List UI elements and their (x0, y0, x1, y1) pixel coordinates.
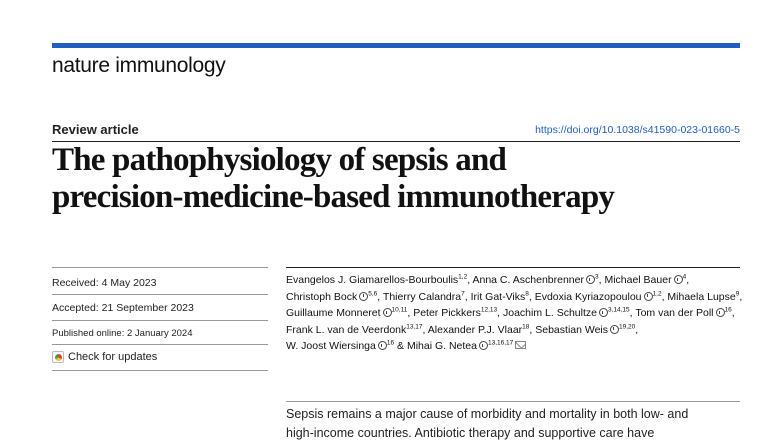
author-name[interactable] (635, 307, 731, 319)
meta-divider (52, 344, 268, 345)
received-date: Received: 4 May 2023 (52, 277, 157, 289)
author-name-text: Thierry Calandra (382, 290, 462, 303)
author-name-text: Mihai G. Netea (406, 340, 477, 352)
author-name-text: Mihaela Lupse (667, 290, 736, 303)
author-name-text: Anna C. Aschenbrenner (472, 274, 584, 286)
author-affiliation: 18 (522, 323, 530, 330)
abstract-line-2: high-income countries. Antibiotic therapy and supportive care have (286, 426, 655, 440)
mail-icon[interactable] (515, 341, 526, 349)
published-date: Published online: 2 January 2024 (52, 328, 193, 339)
abstract-divider (286, 401, 740, 402)
author-name-text: Michael Bauer (604, 274, 672, 286)
authors-divider (286, 267, 740, 268)
author-affiliation: 16 (386, 339, 395, 347)
author-affiliation: 3 (594, 273, 599, 281)
author-affiliation: 13,16,17 (487, 339, 514, 347)
author-name[interactable] (535, 324, 635, 336)
author-affiliation: 4 (682, 273, 687, 281)
author-list: Evangelos J. Giamarellos-Bourboulis$^{1,2}$, Anna C. Aschenbrenner $^3$, Michael Bauer $^4$, Christoph Bock $^{5,6}$, Thierry Calandra$^7$, Irit Gat-Viks$^8$, Evdoxia Kyriazopoulou $^{1,2}$, Mihaela Lupse$^9$, Guillaume Monneret $^{10,11}$, Peter Pickkers$^{12,13}$, Joachim L. Schultze $^{3,14,15}$, Tom van der Poll $^{16}$, Frank L. van de Veerdonk$^{13,17}$, Alexander P.J. Vlaar$^{18}$, Sebastian Weis $^{19,20}$, W. Joost Wiersinga $^{16}$ & Mihai G. Netea $^{13,16,17}$ (286, 273, 743, 352)
author-name[interactable] (286, 291, 377, 303)
title-line-2: precision-medicine-based immunotherapy (52, 179, 615, 215)
meta-divider (52, 294, 268, 295)
author-name[interactable] (286, 274, 467, 286)
author-name-text: Christoph Bock (286, 290, 358, 303)
title-line-1: The pathophysiology of sepsis and (52, 142, 507, 178)
author-name-text: Guillaume Monneret (286, 307, 381, 319)
article-type: Review article (52, 122, 139, 137)
author-name-text: Frank L. van de Veerdonk (286, 323, 407, 336)
journal-name[interactable]: nature immunology (52, 54, 226, 77)
author-name-text: Tom van der Poll (635, 307, 714, 319)
author-affiliation: 3,14,15 (607, 306, 630, 314)
author-name[interactable] (535, 291, 662, 303)
orcid-icon[interactable] (359, 292, 368, 301)
orcid-icon[interactable] (644, 292, 653, 301)
orcid-icon[interactable] (378, 341, 387, 350)
author-name[interactable] (503, 307, 630, 319)
check-for-updates-label: Check for updates (68, 351, 158, 363)
author-name[interactable] (286, 340, 394, 352)
orcid-icon[interactable] (610, 325, 619, 334)
doi-link[interactable]: https://doi.org/10.1038/s41590-023-01660-5 (535, 124, 740, 136)
author-affiliation: 8 (525, 290, 529, 297)
author-affiliation: 13,17 (406, 323, 423, 330)
orcid-icon[interactable] (716, 308, 725, 317)
author-name-text: Joachim L. Schultze (503, 307, 597, 319)
abstract-line-1: Sepsis remains a major cause of morbidity and mortality in both low- and (286, 407, 689, 421)
orcid-icon[interactable] (674, 275, 683, 284)
meta-divider (52, 320, 268, 321)
author-name[interactable] (472, 274, 598, 286)
author-affiliation: 12,13 (480, 306, 498, 314)
author-name-text: W. Joost Wiersinga (286, 340, 376, 352)
author-name-text: Evangelos J. Giamarellos-Bourboulis (286, 274, 459, 286)
author-name-text: Sebastian Weis (535, 323, 609, 336)
meta-divider (52, 370, 268, 371)
author-name-text: Evdoxia Kyriazopoulou (534, 290, 642, 303)
author-affiliation: 9 (735, 290, 740, 297)
author-affiliation: 19,20 (619, 323, 636, 330)
author-affiliation: 1,2 (652, 290, 662, 297)
journal-header-bar (52, 43, 740, 48)
orcid-icon[interactable] (479, 341, 488, 350)
check-for-updates-button[interactable] (52, 351, 157, 363)
author-affiliation: 16 (724, 306, 732, 314)
author-name[interactable] (286, 307, 407, 319)
orcid-icon[interactable] (599, 308, 608, 317)
author-affiliation: 5,6 (368, 290, 378, 297)
author-affiliation: 7 (461, 290, 465, 297)
author-name-text: Irit Gat-Viks (470, 290, 526, 303)
author-name-text: Alexander P.J. Vlaar (427, 323, 523, 336)
check-updates-icon (52, 351, 64, 363)
author-name[interactable] (286, 324, 423, 336)
meta-divider (52, 267, 268, 268)
author-name[interactable] (407, 340, 526, 352)
author-name[interactable] (471, 291, 529, 303)
abstract (286, 405, 746, 441)
author-affiliation: 1,2 (458, 273, 468, 281)
article-title (52, 142, 742, 216)
author-name-text: Peter Pickkers (413, 307, 481, 319)
author-name[interactable] (604, 274, 686, 286)
orcid-icon[interactable] (383, 308, 392, 317)
author-name[interactable] (428, 324, 530, 336)
author-name[interactable] (667, 291, 739, 303)
author-name[interactable] (413, 307, 497, 319)
author-affiliation: 10,11 (391, 306, 408, 314)
accepted-date: Accepted: 21 September 2023 (52, 302, 194, 314)
author-name[interactable] (383, 291, 465, 303)
orcid-icon[interactable] (586, 275, 595, 284)
